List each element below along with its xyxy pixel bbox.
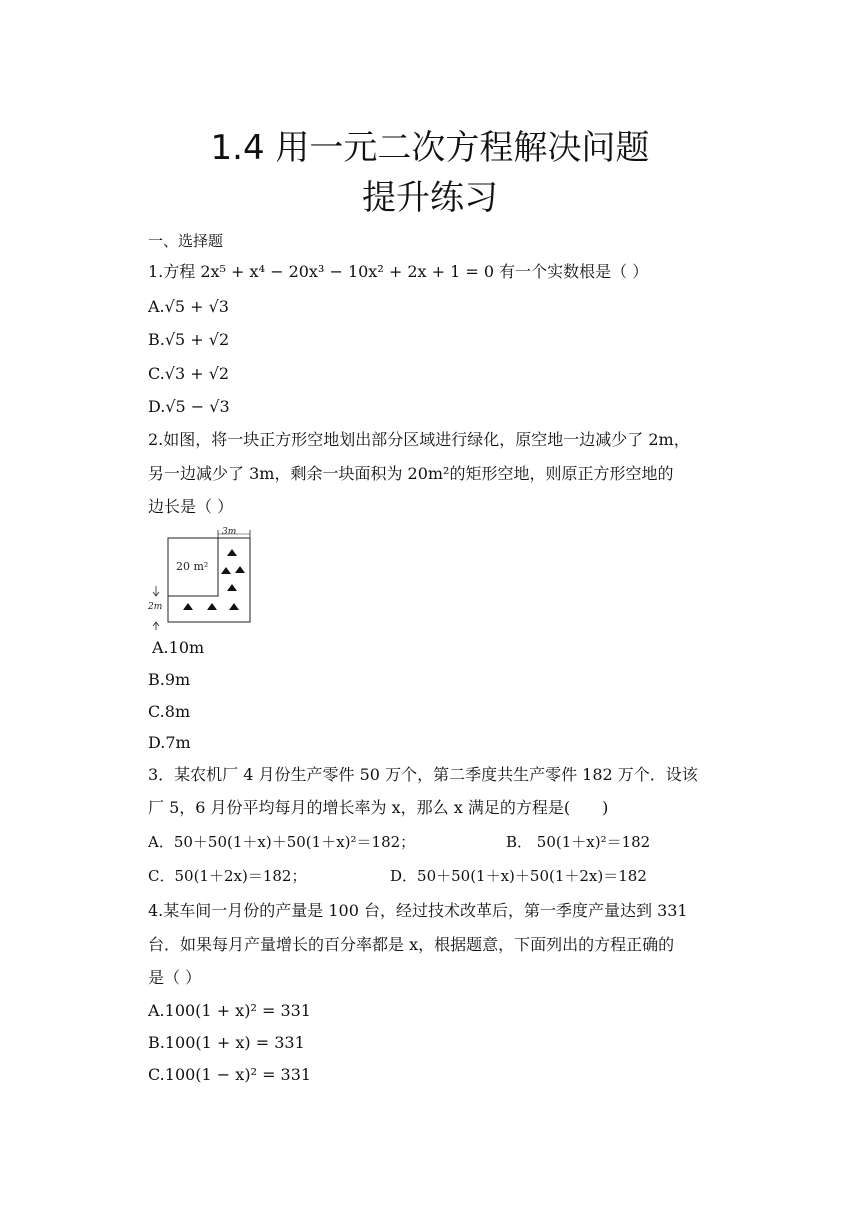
question-3-option-d: D．50＋50(1＋x)＋50(1＋2x)＝182 [390, 867, 647, 885]
question-4-stem-line-2: 台．如果每月产量增长的百分率都是 x，根据题意，下面列出的方程正确的 [148, 935, 675, 954]
tree-triangle [227, 584, 237, 591]
question-2-option-c: C.8m [148, 702, 191, 721]
question-1-option-b: B.√5 + √2 [148, 330, 230, 349]
page-title: 1.4 用一元二次方程解决问题 [210, 128, 650, 168]
tree-triangle [235, 566, 245, 573]
question-3-stem-line-2: 厂 5，6 月份平均每月的增长率为 x，那么 x 满足的方程是( ) [148, 798, 609, 817]
question-2-option-b: B.9m [148, 670, 191, 689]
question-3-stem-line-1: 3．某农机厂 4 月份生产零件 50 万个，第二季度共生产零件 182 万个．设该 [148, 765, 698, 784]
question-3-option-b: B． 50(1＋x)²＝182 [506, 833, 651, 851]
tree-triangle [229, 603, 239, 610]
question-2-figure [146, 526, 264, 630]
question-4-stem-line-3: 是（ ） [148, 968, 202, 987]
question-4-option-c: C.100(1 − x)² = 331 [148, 1065, 312, 1084]
question-4-option-a: A.100(1 + x)² = 331 [148, 1001, 311, 1020]
tree-triangle [207, 603, 217, 610]
tree-triangle [183, 603, 193, 610]
question-1-option-a: A.√5 + √3 [148, 297, 229, 316]
question-2-option-d: D.7m [148, 733, 191, 752]
question-2-option-a: A.10m [152, 638, 205, 657]
section-heading: 一、选择题 [148, 232, 224, 250]
top-dim-label: 3m [222, 527, 237, 537]
left-dim-label: 2m [148, 602, 163, 612]
question-1-option-c: C.√3 + √2 [148, 364, 230, 383]
question-1-stem: 1.方程 2x⁵ + x⁴ − 20x³ − 10x² + 2x + 1 = 0 有一个实数根是（ ） [148, 262, 649, 281]
question-4-stem-line-1: 4.某车间一月份的产量是 100 台，经过技术改革后，第一季度产量达到 331 [148, 901, 688, 920]
tree-triangle [227, 549, 237, 556]
question-4-option-b: B.100(1 + x) = 331 [148, 1033, 305, 1052]
question-2-stem-line-2: 另一边减少了 3m，剩余一块面积为 20m²的矩形空地，则原正方形空地的 [148, 464, 674, 483]
question-2-stem-line-1: 2.如图，将一块正方形空地划出部分区域进行绿化，原空地一边减少了 2m， [148, 430, 690, 449]
question-3-option-a: A．50＋50(1＋x)＋50(1＋x)²＝182； [148, 833, 416, 851]
question-2-stem-line-3: 边长是（ ） [148, 497, 234, 516]
area-label: 20 m² [176, 560, 209, 573]
page-subtitle: 提升练习 [362, 178, 498, 218]
question-3-option-c: C．50(1＋2x)＝182； [148, 867, 307, 885]
tree-triangle [221, 567, 231, 574]
question-1-option-d: D.√5 − √3 [148, 397, 230, 416]
